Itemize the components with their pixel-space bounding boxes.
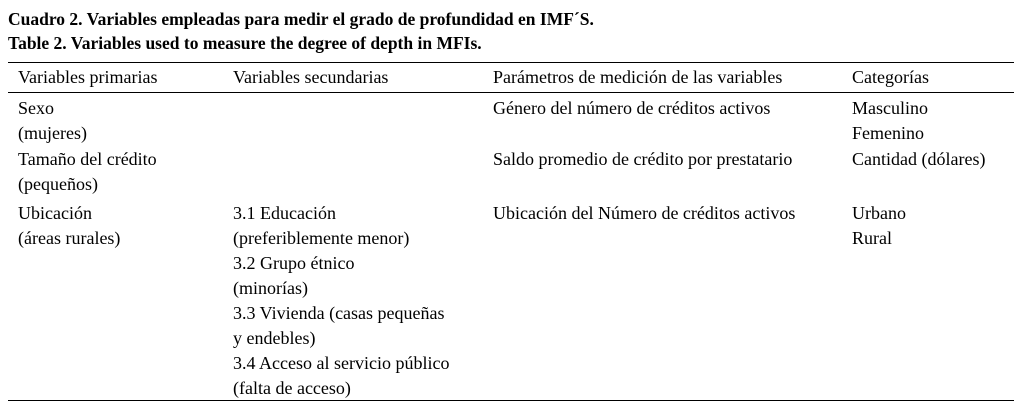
row-credit-size-categories xyxy=(852,147,985,172)
row-credit-size-primary xyxy=(18,147,157,197)
table-cell: Masculino xyxy=(852,98,928,118)
table-cell: Ubicación del Número de créditos activos xyxy=(493,203,796,223)
table-cell: Femenino xyxy=(852,123,924,143)
table-cell: y endebles) xyxy=(233,328,316,348)
table-cell: 3.3 Vivienda (casas pequeñas xyxy=(233,303,445,323)
row-credit-size-parameter xyxy=(493,147,792,172)
table-cell: (minorías) xyxy=(233,278,308,298)
row-sex-categories xyxy=(852,96,928,146)
table-body xyxy=(8,93,1014,400)
table-cell: (mujeres) xyxy=(18,123,87,143)
row-location-primary xyxy=(18,201,120,251)
header-categories: Categorías xyxy=(852,67,929,87)
table-cell: Ubicación xyxy=(18,203,92,223)
table-cell: Urbano xyxy=(852,203,906,223)
table-cell: Cantidad (dólares) xyxy=(852,149,986,169)
table-cell: Saldo promedio de crédito por prestatario xyxy=(493,149,793,169)
row-location-secondary xyxy=(233,201,449,401)
table-cell: 3.1 Educación xyxy=(233,203,336,223)
table-cell: Rural xyxy=(852,228,892,248)
header-measurement-parameters: Parámetros de medición de las variables xyxy=(493,67,783,87)
table-cell: (pequeños) xyxy=(18,174,98,194)
table-captions xyxy=(8,7,1018,55)
row-location-categories xyxy=(852,201,906,251)
caption-english: Table 2. Variables used to measure the degree of depth in MFIs. xyxy=(8,33,482,53)
caption-spanish: Cuadro 2. Variables empleadas para medir el grado de profundidad en IMF´S. xyxy=(8,9,594,29)
row-sex-parameter xyxy=(493,96,770,121)
table-cell: Sexo xyxy=(18,98,54,118)
header-primary-variables: Variables primarias xyxy=(18,67,158,87)
table-cell: 3.2 Grupo étnico xyxy=(233,253,355,273)
table-cell: (áreas rurales) xyxy=(18,228,121,248)
table-cell: 3.4 Acceso al servicio público xyxy=(233,353,450,373)
row-sex-primary xyxy=(18,96,87,146)
table-cell: (falta de acceso) xyxy=(233,378,351,398)
table-cell: Género del número de créditos activos xyxy=(493,98,771,118)
table-cell: (preferiblemente menor) xyxy=(233,228,410,248)
variables-table xyxy=(8,62,1014,401)
table-cell: Tamaño del crédito xyxy=(18,149,157,169)
row-location-parameter xyxy=(493,201,795,226)
table-header xyxy=(8,63,1014,93)
header-secondary-variables: Variables secundarias xyxy=(233,67,389,87)
